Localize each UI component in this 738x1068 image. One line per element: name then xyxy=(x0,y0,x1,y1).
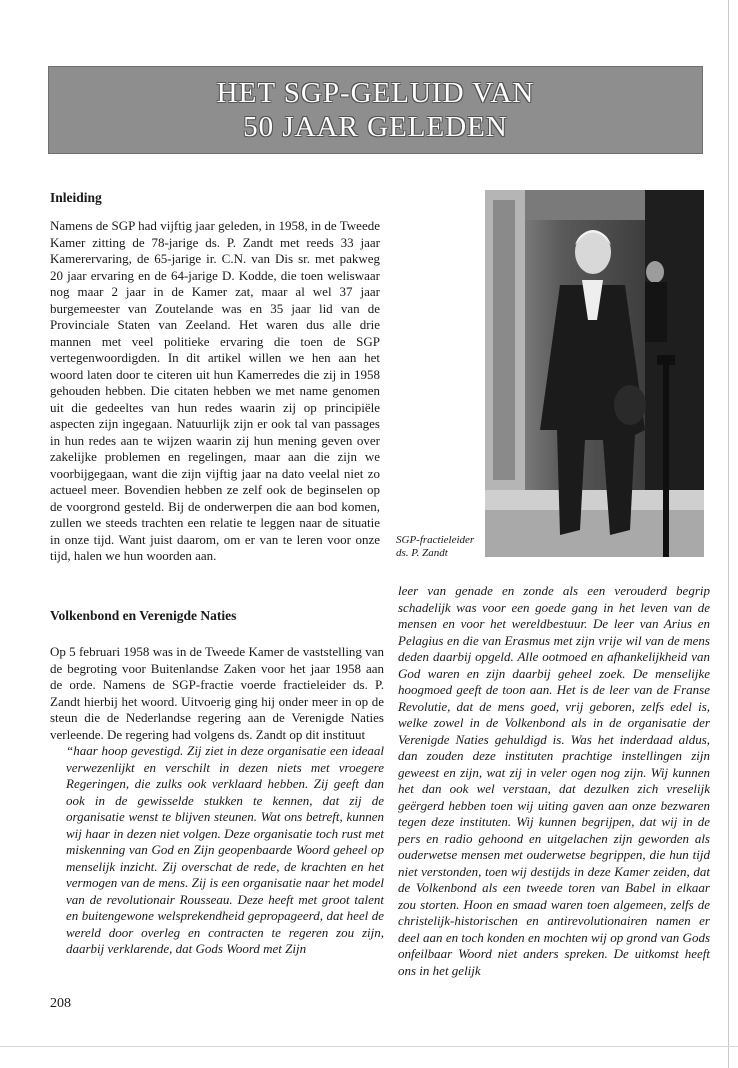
intro-column xyxy=(50,218,380,565)
article-title-banner xyxy=(48,66,703,154)
volkenbond-paragraph: Op 5 februari 1958 was in de Tweede Kamer de vaststelling van de begroting voor Buitenlandse Zaken voor het jaar 1958 aan de orde. Namens de SGP-fractie voerde fractieleider ds. P. Zandt hierbij het woord. Uitvoerig ging hij onder meer in op de steun die de Nederlandse regering aan de Verenigde Naties verleende. De regering had volgens ds. Zandt op dit instituut xyxy=(50,644,384,742)
photo-caption xyxy=(396,534,484,560)
section-heading-inleiding: Inleiding xyxy=(50,190,102,205)
page-edge-line xyxy=(728,0,729,1068)
caption-line-1: SGP-fractieleider xyxy=(396,534,475,546)
portrait-photo xyxy=(485,190,704,557)
title-line-1: HET SGP-GELUID VAN xyxy=(216,77,535,109)
page-bottom-line xyxy=(0,1046,738,1047)
portrait-photo-drawing xyxy=(485,190,704,557)
section-heading-volkenbond: Volkenbond en Verenigde Naties xyxy=(50,608,237,623)
zandt-quote: “haar hoop gevestigd. Zij ziet in deze organisatie een ideaal verwezenlijkt en verschilt in dezen niets met vroegere Regeringen, die zulks ook verklaard hebben. Zij geeft dan ook in de gewisselde stukken te kennen, dat zij de organisatie wenst te blijven steunen. Wat ons betreft, kunnen wij haar in dezen niet volgen. Deze organisatie toch rust met miskenning van God en Zijn geopenbaarde Woord geheel op menselijk inzicht. Zij overschat de rede, de krachten en het vermogen van de mens. Zij is een organisatie naar het model van de revolutionair Rousseau. Deze heeft met groot talent en buitengewone welsprekendheid gepropageerd, dat heel de wereld door overleg en contracten te regeren zou zijn, daarbij verklarende, dat Gods Woord met Zijn xyxy=(66,743,384,956)
intro-paragraph: Namens de SGP had vijftig jaar geleden, in 1958, in de Tweede Kamer zitting de 78-jarige ds. P. Zandt met reeds 33 jaar Kamerervaring, de 65-jarige ir. C.N. van Dis sr. met pakweg 20 jaar ervaring en de 64-jarige D. Kodde, die toen weliswaar nog maar 2 jaar in de Kamer zat, maar al wel 37 jaar burgemeester van Zoutelande was en 35 jaar lid van de Provinciale Staten van Zeeland. Het waren dus alle drie mannen met veel politieke ervaring die toen de SGP vertegenwoordigden. In dit artikel willen we hen aan het woord laten door te citeren uit hun Kamerredes die zij in 1958 gehouden hebben. Die citaten hebben we met name genomen uit die gedeeltes van hun redes waarin zij op principiële aspecten zijn ingegaan. Natuurlijk zijn er ook tal van passages in hun redes aan te wijzen waarin zij hun mening geven over zakelijke problemen en regelingen, maar aan die zijn we voorbijgegaan, want die zijn vijftig jaar na dato veelal niet zo actueel meer. Bovendien hebben ze zelf ook de beginselen op de voorgrond gesteld. Bij de onderwerpen die aan bod komen, zullen we steeds trachten een relatie te leggen naar de situatie in onze tijd. Want juist daarom, om er van te leren voor onze tijd, halen we hun woorden aan. xyxy=(50,218,380,563)
quote-continuation-column xyxy=(398,583,710,979)
quote-continuation: leer van genade en zonde als een verouderd begrip schadelijk was voor een goede gang in het leven van de mensen en voor het wereldbestuur. De leer van Arius en Pelagius en die van Erasmus met zijn vrije wil van de mens deden daarbij opgeld. Alle ootmoed en afhankelijkheid van God waren en zijn daarbij geheel zoek. De menselijke hoogmoed geeft de toon aan. Het is de leer van de Franse Revolutie, dat de mens goed, vrij geboren, zelfs edel is, welke zowel in de Volkenbond als in de organisatie der Verenigde Naties gehuldigd is. Was het inderdaad aldus, dan zouden deze instituten prachtige instellingen zijn geweest en zijn, wat zij in veler ogen nog zijn. Wij kunnen het dan ook wel verstaan, dat dezulken zich vreselijk geërgerd hebben toen wij uiting gaven aan onze bezwaren tegen deze instituten. Wij kunnen begrijpen, dat wij in de pers en radio gehoond en uitgelachen zijn geworden als ouderwetse mensen met ouderwetse begrippen, die hun tijd niet verstonden, toen wij destijds in deze Kamer zeiden, dat de Volkenbond als een tweede toren van Babel in elkaar zou storten. Hoon en smaad waren toen algemeen, zelfs de christelijk-historischen en antirevolutionairen namen er deel aan en toch konden en mochten wij op grond van Gods onfeilbaar Woord niet anders spreken. De uitkomst heeft ons in het gelijk xyxy=(398,583,710,978)
title-line-2: 50 JAAR GELEDEN xyxy=(243,111,508,143)
volkenbond-column xyxy=(50,644,384,958)
caption-line-2: ds. P. Zandt xyxy=(396,547,448,559)
page-number: 208 xyxy=(50,996,71,1011)
